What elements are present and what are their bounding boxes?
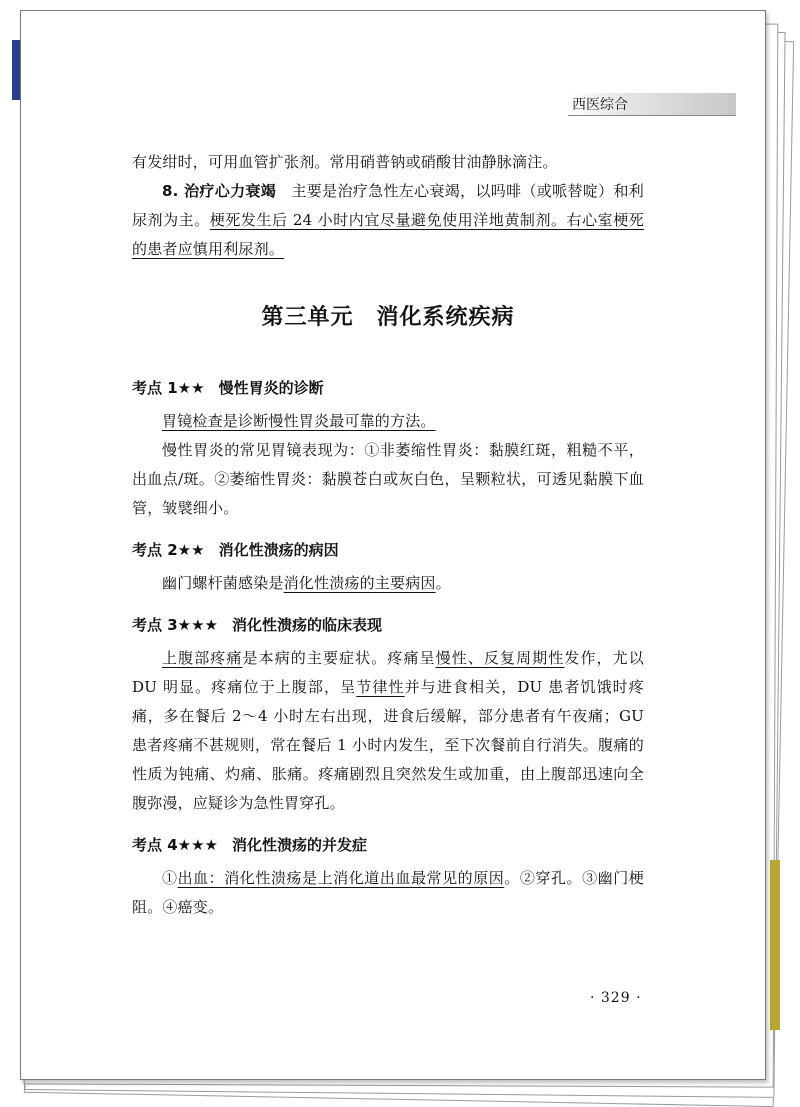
paragraph-text: 发作，尤以 DU 明显。疼痛位于上腹部，呈 — [132, 649, 644, 696]
exam-point-heading — [132, 361, 644, 407]
item-lead: 8. 治疗心力衰竭 — [162, 182, 277, 200]
underlined-text: 消化性溃疡的主要病因 — [283, 574, 436, 592]
paragraph-text: 幽门螺杆菌感染 — [162, 574, 269, 592]
underlined-text: 胃镜检查是诊断慢性胃炎最可靠的方法。 — [162, 412, 436, 430]
point-label: 考点 1★★ — [132, 379, 205, 397]
cover-edge-olive — [770, 860, 780, 1030]
underlined-text: 上腹部疼痛 — [162, 649, 243, 667]
paragraph-text: 主要是治疗急性左心衰竭，以吗啡（或哌替啶）和利尿剂为主。 — [132, 182, 644, 229]
paragraph-text: 并与进食相关，DU 患者饥饿时疼痛，多在餐后 2～4 小时左右出现，进食后缓解，部分患者有午夜痛；GU 患者疼痛不甚规则，常在餐后 1 小时内发生，至下次餐前自行消失。腹痛的性质为钝痛、灼痛、胀痛。疼痛剧烈且突然发生或加重，由上腹部迅速向全腹弥漫，应疑诊为急性胃穿孔。 — [132, 678, 644, 812]
paragraph-text: 是 — [268, 574, 284, 592]
underlined-text: 梗死发生后 24 小时内宜尽量避免使用洋地黄制剂。右心室梗死的患者应慎用利尿剂。 — [132, 211, 644, 258]
point-title: 慢性胃炎的诊断 — [218, 379, 324, 397]
underlined-text: 节律性 — [356, 678, 405, 696]
point-label: 考点 2★★ — [132, 541, 205, 559]
running-header — [568, 93, 736, 116]
paragraph: 有发绀时，可用血管扩张剂。常用硝普钠或硝酸甘油静脉滴注。 — [132, 153, 558, 171]
paragraph: 慢性胃炎的常见胃镜表现为：①非萎缩性胃炎：黏膜红斑，粗糙不平，出血点/斑。②萎缩性胃炎：黏膜苍白或灰白色，呈颗粒状，可透见黏膜下血管，皱襞细小。 — [132, 441, 644, 517]
page-content — [132, 148, 644, 922]
point-title: 消化性溃疡的病因 — [218, 541, 339, 559]
underlined-text: 出血：消化性溃疡是上消化道出血最常见的原因 — [177, 869, 505, 887]
exam-point-heading — [132, 818, 644, 864]
unit-title: 第三单元 消化系统疾病 — [261, 305, 515, 330]
underlined-text: 慢性、反复周期性 — [435, 649, 565, 667]
paragraph-text: 。 — [435, 574, 451, 592]
header-label: 西医综合 — [572, 97, 628, 113]
paragraph — [132, 569, 644, 598]
exam-point-heading — [132, 598, 644, 644]
paragraph-text: 。②穿孔。③幽门梗阻。④癌变。 — [132, 869, 644, 916]
point-label: 考点 3★★★ — [132, 616, 219, 634]
paragraph — [132, 177, 644, 264]
paragraph — [132, 644, 644, 818]
paragraph-text: 是本病的主要症状。疼痛呈 — [242, 649, 436, 667]
point-title: 消化性溃疡的并发症 — [232, 836, 368, 854]
point-title: 消化性溃疡的临床表现 — [232, 616, 383, 634]
paragraph — [132, 864, 644, 922]
page-number: · 329 · — [590, 990, 642, 1006]
paragraph — [132, 407, 644, 436]
paragraph-text: ① — [162, 869, 178, 887]
point-label: 考点 4★★★ — [132, 836, 219, 854]
exam-point-heading — [132, 523, 644, 569]
